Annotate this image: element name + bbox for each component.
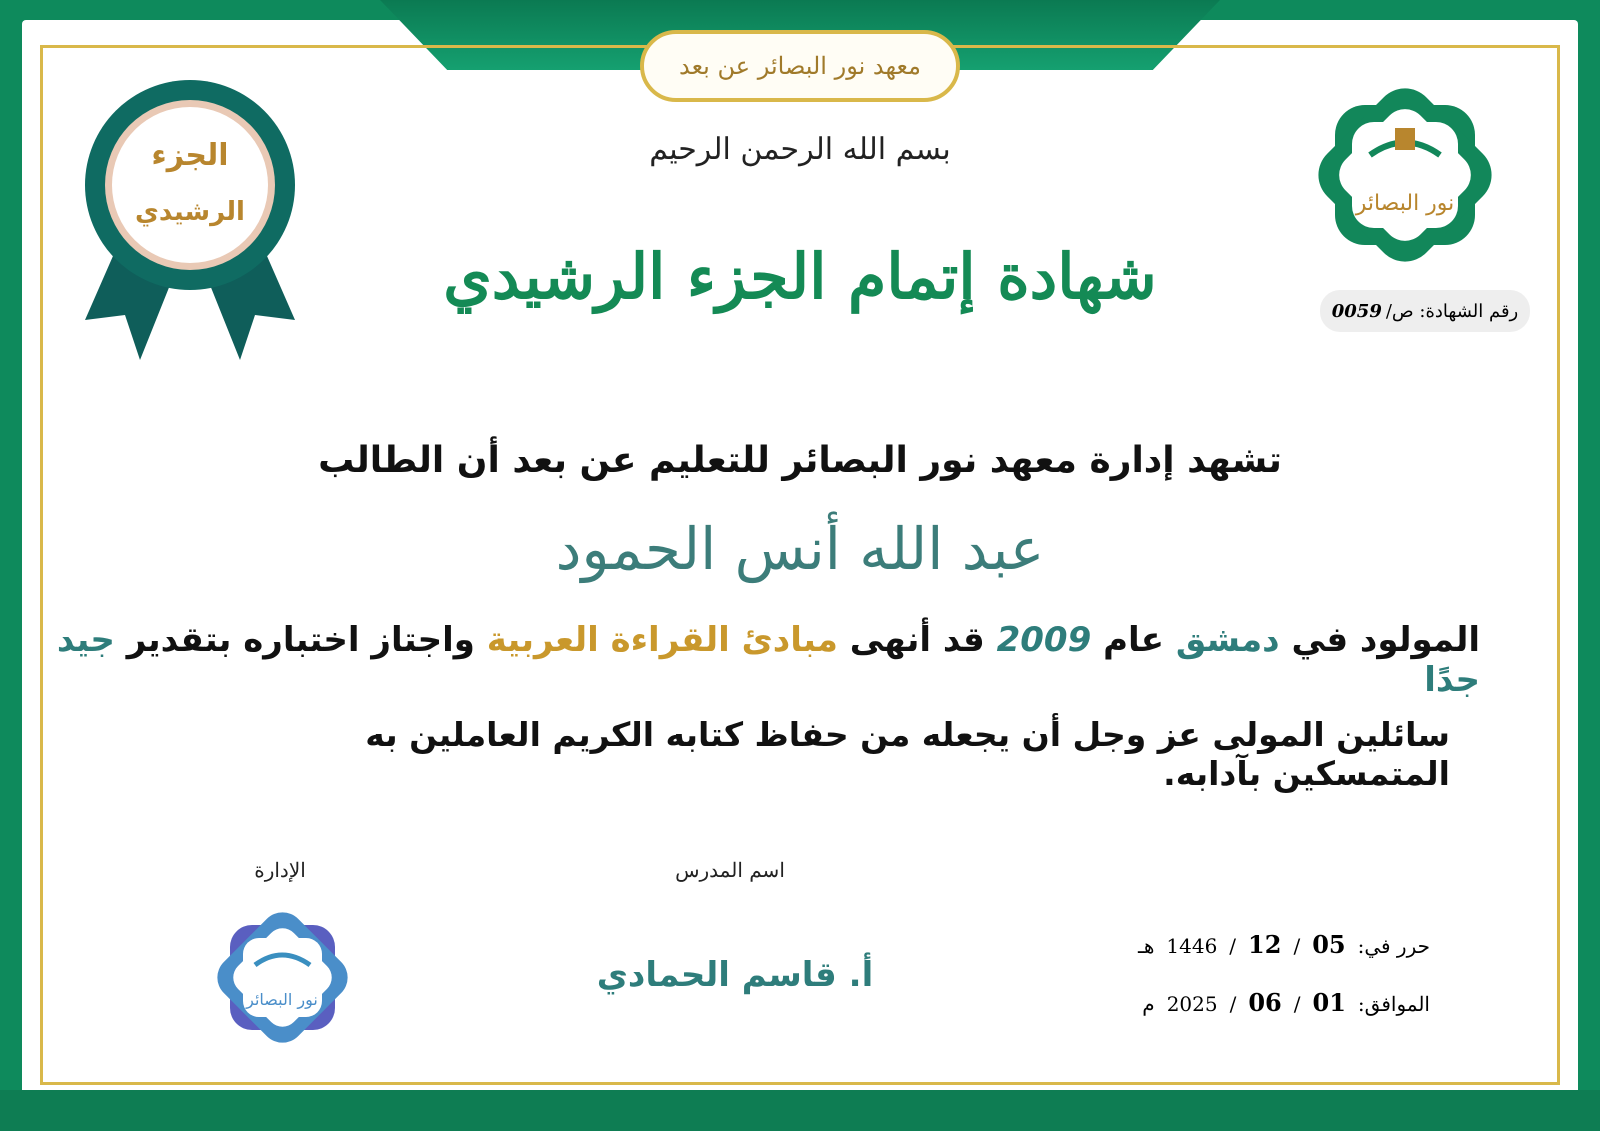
cert-number-value: 0059 [1331,300,1382,322]
details-line [40,620,1480,700]
attestation-line: تشهد إدارة معهد نور البصائر للتعليم عن بعد أن الطالب [318,440,1282,481]
completed-label: قد أنهى [849,620,985,660]
teacher-name: أ. قاسم الحمادي [596,955,874,995]
gregorian-month: 06 [1248,988,1282,1017]
admin-stamp-icon [205,900,360,1055]
born-in-label: المولود في [1291,620,1480,660]
gregorian-date: الموافق: 01 / 06 / 2025 م [1142,988,1430,1017]
year-label: عام [1103,620,1164,660]
certificate-title: شهادة إتمام الجزء الرشيدي [443,240,1157,313]
hijri-suffix: هـ [1137,934,1155,958]
bottom-band [0,1090,1600,1131]
teacher-label: اسم المدرس [675,858,785,882]
cert-number-label: رقم الشهادة: ص/ [1385,300,1519,322]
hijri-date: حرر في: 05 / 12 / 1446 هـ [1137,930,1430,959]
ribbon-seal-icon [80,80,300,360]
institute-banner: معهد نور البصائر عن بعد [640,30,960,102]
city: دمشق [1175,620,1280,660]
passed-label: واجتاز اختباره بتقدير [126,620,475,660]
gregorian-suffix: م [1142,992,1155,1016]
hijri-label: حرر في: [1357,934,1430,958]
seal-line1: الجزء [151,138,229,173]
seal-line2: الرشيدي [135,197,245,227]
admin-label: الإدارة [254,858,306,882]
prayer-line: سائلين المولى عز وجل أن يجعله من حفاظ كتابه الكريم العاملين به المتمسكين بآدابه. [365,715,1450,793]
gregorian-day: 01 [1312,988,1346,1017]
hijri-year: 1446 [1166,934,1218,958]
birth-year: 2009 [996,620,1092,660]
student-name: عبد الله أنس الحمود [555,515,1045,583]
grade: جيد جدًا [56,620,1480,700]
gregorian-year: 2025 [1166,992,1218,1016]
certificate-number [1320,290,1530,332]
course-name: مبادئ القراءة العربية [486,620,838,660]
logo-text: نور البصائر [1355,191,1455,216]
gregorian-label: الموافق: [1357,992,1430,1016]
hijri-day: 05 [1312,930,1346,959]
basmala: بسم الله الرحمن الرحيم [649,132,951,167]
institute-logo [1300,70,1510,280]
hijri-month: 12 [1248,930,1282,959]
stamp-text: نور البصائر [246,990,318,1009]
